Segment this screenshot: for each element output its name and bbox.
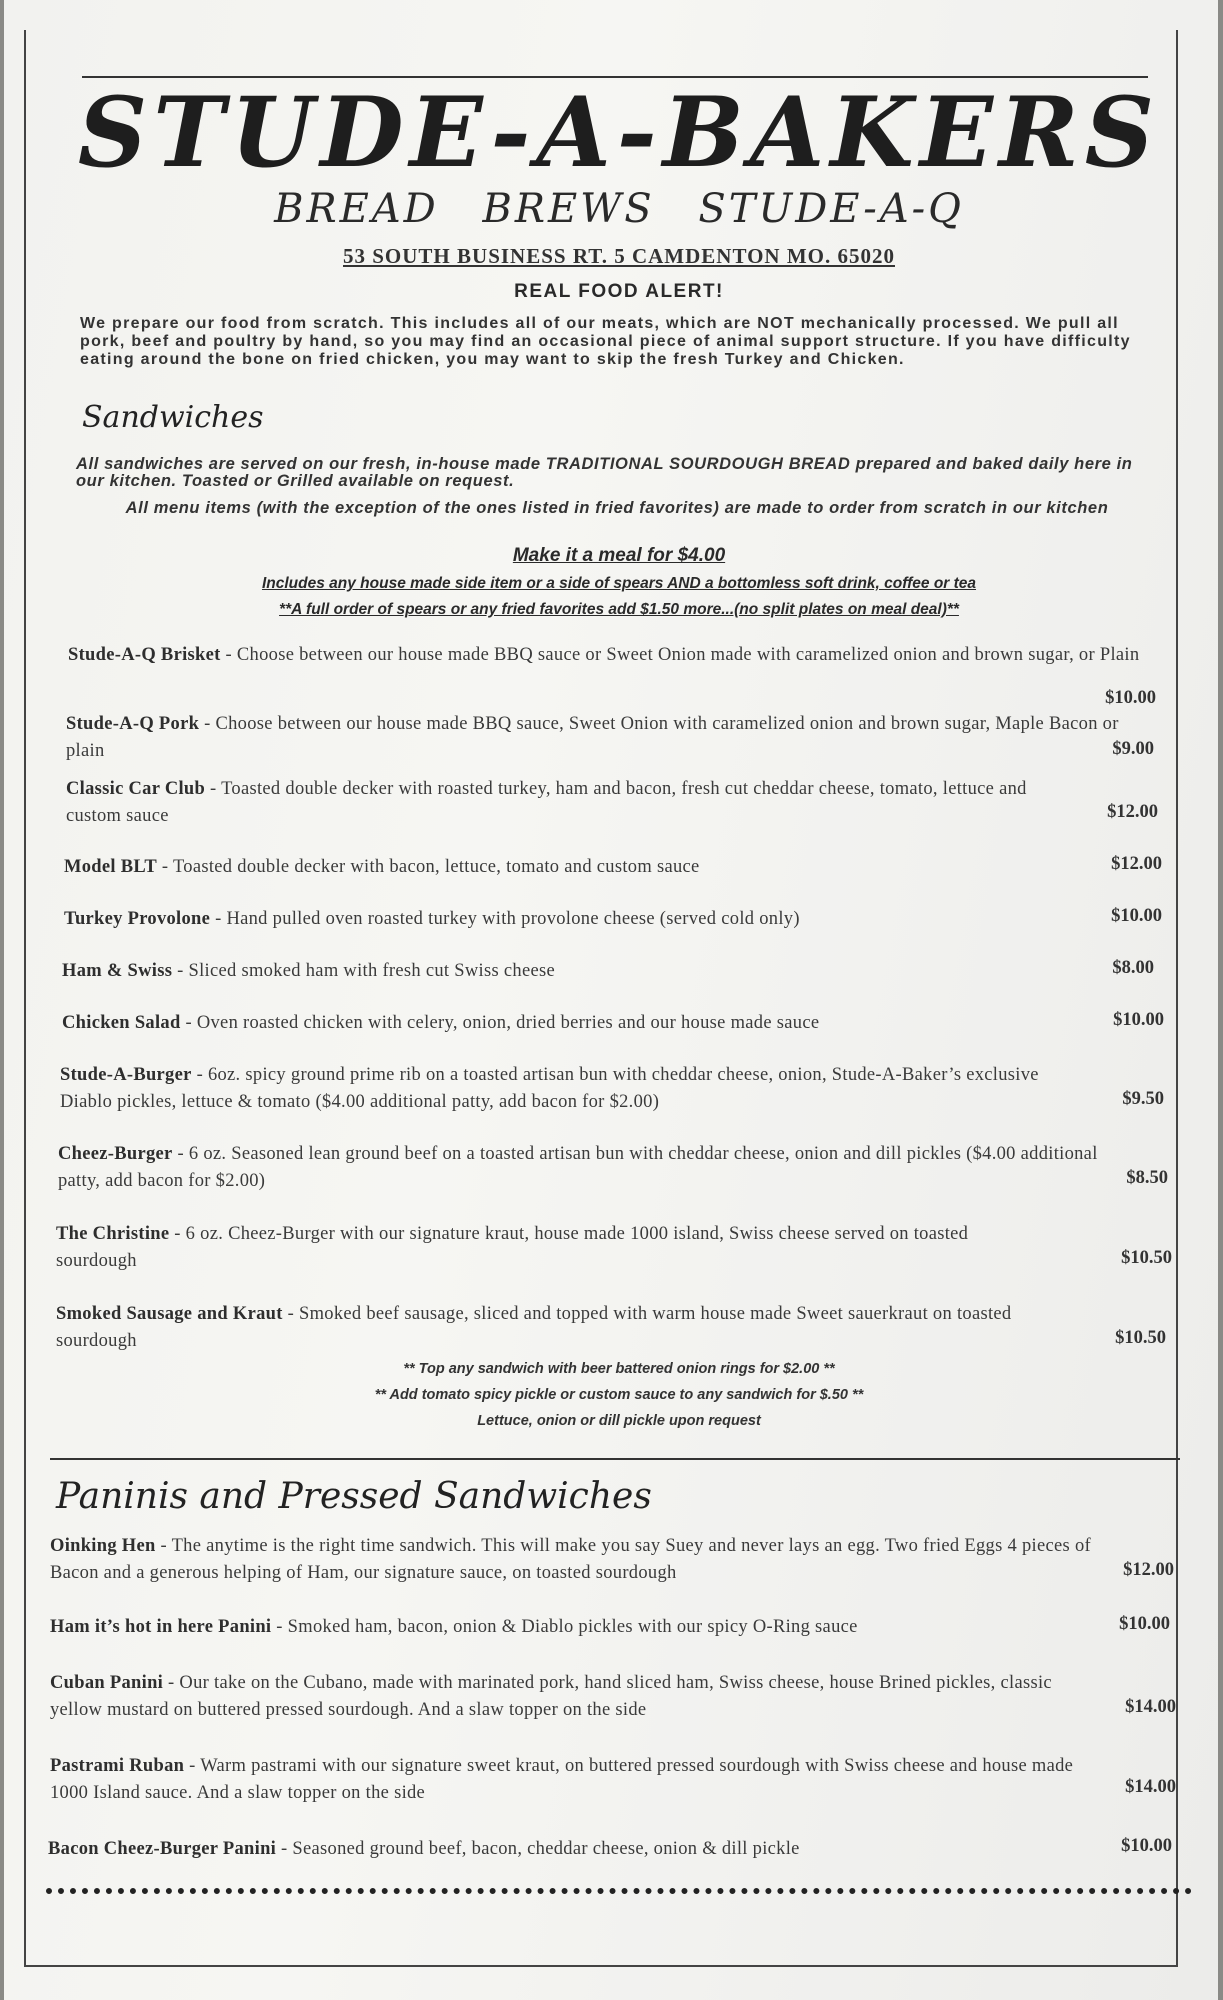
menu-item-desc: Stude-A-Q Pork - Choose between our house made BBQ sauce, Sweet Onion with caramelized onion and brown sugar, Maple Bacon or plain (66, 714, 1119, 761)
menu-item (4, 1836, 1223, 1896)
menu-item-name: Cheez-Burger (58, 1144, 173, 1164)
menu-item-price: $8.50 (1126, 1168, 1168, 1188)
menu-item-name: Chicken Salad (62, 1013, 181, 1033)
menu-item-price: $10.00 (1111, 906, 1162, 926)
menu-item-price: $10.00 (1121, 1836, 1172, 1856)
menu-item-name: Stude-A-Q Brisket (68, 645, 221, 665)
menu-item-name: Model BLT (64, 857, 157, 877)
meal-deal-includes: Includes any house made side item or a side of spears AND a bottomless soft drink, coffee or tea (261, 575, 977, 592)
menu-item (4, 1533, 1223, 1593)
menu-item-name: The Christine (56, 1224, 170, 1244)
restaurant-name: STUDE-A-BAKERS (77, 76, 1161, 189)
menu-item-price: $10.50 (1121, 1248, 1172, 1268)
menu-item-price: $12.00 (1107, 802, 1158, 822)
menu-item-desc: Stude-A-Q Brisket - Choose between our house made BBQ sauce or Sweet Onion made with caramelized onion and brown sugar, or Plain (68, 645, 1140, 665)
restaurant-address: 53 SOUTH BUSINESS RT. 5 CAMDENTON MO. 65020 (343, 244, 895, 268)
dotted-divider (46, 1888, 1192, 1894)
menu-item (4, 1010, 1223, 1070)
menu-item-desc: Ham it’s hot in here Panini - Smoked ham, bacon, onion & Diablo pickles with our spicy O-Ring sauce (50, 1617, 858, 1637)
sandwiches-made-to-order-note: All menu items (with the exception of the ones listed in fried favorites) are made to order from scratch in our kitchen (125, 499, 1109, 517)
menu-item-desc: Smoked Sausage and Kraut - Smoked beef sausage, sliced and topped with warm house made Sweet sauerkraut on toasted sourdough (56, 1304, 1012, 1351)
menu-item (4, 1614, 1223, 1674)
menu-item-desc: Classic Car Club - Toasted double decker with roasted turkey, ham and bacon, fresh cut cheddar cheese, tomato, lettuce and custom sauce (66, 779, 1027, 826)
menu-item-price: $10.50 (1115, 1328, 1166, 1348)
menu-item-desc: Cheez-Burger - 6 oz. Seasoned lean ground beef on a toasted artisan bun with cheddar cheese, onion and dill pickles ($4.00 additional patty, add bacon for $2.00) (58, 1144, 1098, 1191)
menu-item (4, 958, 1223, 1018)
menu-item-desc: Cuban Panini - Our take on the Cubano, made with marinated pork, hand sliced ham, Swiss cheese, house Brined pickles, classic yellow mustard on buttered pressed sourdough. And a slaw topper on the side (50, 1673, 1052, 1720)
paninis-heading: Paninis and Pressed Sandwiches (56, 1476, 652, 1517)
menu-item (4, 1753, 1223, 1813)
menu-item-name: Turkey Provolone (64, 909, 211, 929)
sauce-note: ** Add tomato spicy pickle or custom sauce to any sandwich for $.50 ** (374, 1387, 864, 1403)
menu-item-price: $9.50 (1122, 1089, 1164, 1109)
menu-item-desc: Model BLT - Toasted double decker with bacon, lettuce, tomato and custom sauce (64, 857, 700, 877)
menu-item-price: $10.00 (1119, 1614, 1170, 1634)
menu-item (4, 645, 1223, 708)
restaurant-tagline: BREAD BREWS STUDE-A-Q (274, 186, 964, 232)
menu-item-name: Oinking Hen (50, 1536, 156, 1556)
onion-ring-note: ** Top any sandwich with beer battered onion rings for $2.00 ** (403, 1361, 835, 1377)
menu-item (4, 711, 1223, 771)
menu-item-name: Smoked Sausage and Kraut (56, 1304, 283, 1324)
menu-item-name: Classic Car Club (66, 779, 206, 799)
menu-item-price: $14.00 (1125, 1777, 1176, 1797)
alert-heading: REAL FOOD ALERT! (514, 281, 724, 302)
menu-item-name: Cuban Panini (50, 1673, 164, 1693)
menu-item (4, 854, 1223, 914)
menu-item-price: $12.00 (1111, 854, 1162, 874)
menu-item (4, 906, 1223, 966)
menu-item (4, 776, 1223, 836)
meal-deal-surcharge: **A full order of spears or any fried favorites add $1.50 more...(no split plates on meal deal)** (279, 601, 959, 618)
menu-item-name: Stude-A-Q Pork (66, 714, 200, 734)
menu-item-price: $10.00 (1113, 1010, 1164, 1030)
sandwiches-heading: Sandwiches (82, 400, 264, 435)
menu-item-name: Ham it’s hot in here Panini (50, 1617, 272, 1637)
toppings-note: Lettuce, onion or dill pickle upon request (477, 1413, 761, 1429)
menu-page (4, 0, 1218, 2000)
meal-deal-heading: Make it a meal for $4.00 (512, 545, 726, 566)
menu-item-price: $9.00 (1112, 739, 1154, 759)
menu-item-desc: Turkey Provolone - Hand pulled oven roasted turkey with provolone cheese (served cold only) (64, 909, 800, 929)
menu-item-price: $8.00 (1112, 958, 1154, 978)
menu-item-name: Stude-A-Burger (60, 1065, 192, 1085)
menu-item (4, 1301, 1223, 1361)
menu-item-name: Pastrami Ruban (50, 1756, 185, 1776)
menu-item (4, 1670, 1223, 1730)
menu-item-desc: Oinking Hen - The anytime is the right time sandwich. This will make you say Suey and never lays an egg. Two fried Eggs 4 pieces of Bacon and a generous helping of Ham, our signature sauce, on toasted sourdough (50, 1536, 1091, 1583)
section-divider (50, 1458, 1180, 1460)
alert-text: We prepare our food from scratch. This includes all of our meats, which are NOT mechanically processed. We pull all pork, beef and poultry by hand, so you may find an occasional piece of animal support structure. If you have difficulty eating around the bone on fried chicken, you may want to skip the fresh Turkey and Chicken. (80, 315, 1131, 368)
menu-item-name: Ham & Swiss (62, 961, 173, 981)
menu-item (4, 1062, 1223, 1122)
menu-item-name: Bacon Cheez-Burger Panini (48, 1839, 277, 1859)
menu-item-desc: Bacon Cheez-Burger Panini - Seasoned ground beef, bacon, cheddar cheese, onion & dill pickle (48, 1839, 800, 1859)
menu-item-desc: Chicken Salad - Oven roasted chicken with celery, onion, dried berries and our house made sauce (62, 1013, 820, 1033)
sandwiches-intro: All sandwiches are served on our fresh, in-house made TRADITIONAL SOURDOUGH BREAD prepared and baked daily here in our kitchen. Toasted or Grilled available on request. (76, 455, 1133, 490)
menu-item-desc: Pastrami Ruban - Warm pastrami with our signature sweet kraut, on buttered pressed sourdough with Swiss cheese and house made 1000 Island sauce. And a slaw topper on the side (50, 1756, 1074, 1803)
menu-item-price: $10.00 (1105, 688, 1156, 708)
menu-item-desc: The Christine - 6 oz. Cheez-Burger with our signature kraut, house made 1000 island, Swiss cheese served on toasted sourdough (56, 1224, 969, 1271)
menu-item-desc: Stude-A-Burger - 6oz. spicy ground prime rib on a toasted artisan bun with cheddar cheese, onion, Stude-A-Baker’s exclusive Diablo pickles, lettuce & tomato ($4.00 additional patty, add bacon for $2.00) (60, 1065, 1039, 1112)
menu-item-price: $14.00 (1125, 1697, 1176, 1717)
menu-item-price: $12.00 (1123, 1560, 1174, 1580)
menu-item (4, 1141, 1223, 1201)
menu-item-desc: Ham & Swiss - Sliced smoked ham with fresh cut Swiss cheese (62, 961, 555, 981)
menu-item (4, 1221, 1223, 1281)
